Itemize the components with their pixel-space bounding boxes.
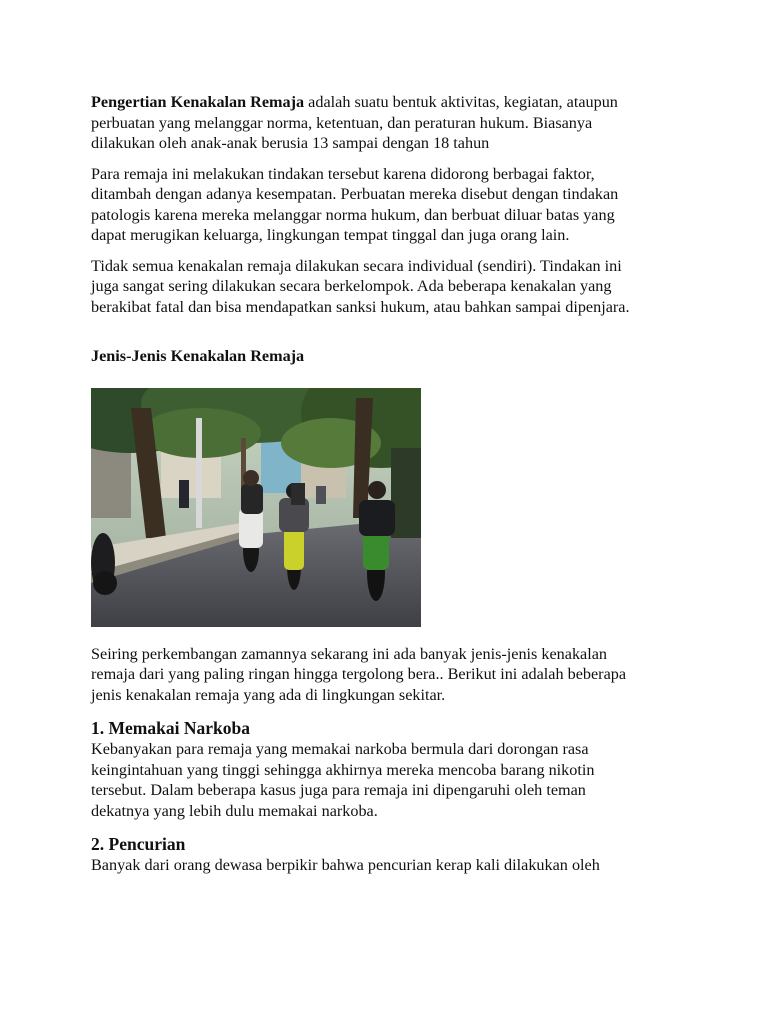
intro-line-1: adalah suatu bentuk aktivitas, kegiatan, ataupun: [304, 93, 618, 111]
item-1-line-3: tersebut. Dalam beberapa kasus juga para remaja ini dipengaruhi oleh teman: [91, 781, 586, 799]
item-1-line-2: keingintahuan yang tinggi sehingga akhirnya mereka mencoba barang nikotin: [91, 760, 595, 779]
item-1-body: [91, 739, 691, 821]
paragraph-factors: [91, 164, 691, 246]
intro-paragraph: [91, 92, 691, 154]
paragraph-factors-line-3: patologis karena mereka melanggar norma hukum, dan berbuat diluar batas yang: [91, 205, 615, 224]
item-2-line-1: Banyak dari orang dewasa berpikir bahwa pencurian kerap kali dilakukan oleh: [91, 856, 600, 874]
paragraph-factors-line-2: ditambah dengan adanya kesempatan. Perbuatan mereka disebut dengan tindakan: [91, 185, 619, 203]
paragraph-group-line-2: juga sangat sering dilakukan secara berkelompok. Ada beberapa kenakalan yang: [91, 277, 612, 295]
item-2-body: [91, 855, 691, 876]
item-1-line-1: Kebanyakan para remaja yang memakai narkoba bermula dari dorongan rasa: [91, 740, 589, 758]
paragraph-factors-line-4: dapat merugikan keluarga, lingkungan tempat tinggal dan juga orang lain.: [91, 226, 570, 244]
paragraph-types-intro: [91, 644, 691, 706]
section-title: Jenis-Jenis Kenakalan Remaja: [91, 347, 305, 365]
intro-line-3: dilakukan oleh anak-anak berusia 13 sampai dengan 18 tahun: [91, 134, 490, 152]
street-motorcycle-photo: [91, 388, 421, 627]
paragraph-group: [91, 256, 691, 318]
item-1-line-4: dekatnya yang lebih dulu memakai narkoba.: [91, 801, 378, 820]
item-1-title: 1. Memakai Narkoba: [91, 718, 250, 738]
document-page: [91, 92, 691, 876]
paragraph-types-line-3: jenis kenakalan remaja yang ada di lingkungan sekitar.: [91, 685, 446, 704]
item-2-title: 2. Pencurian: [91, 834, 186, 854]
intro-line-2: perbuatan yang melanggar norma, ketentuan, dan peraturan hukum. Biasanya: [91, 113, 593, 132]
intro-term: Pengertian Kenakalan Remaja: [91, 93, 305, 111]
paragraph-group-line-3: berakibat fatal dan bisa mendapatkan sanksi hukum, atau bahkan sampai dipenjara.: [91, 297, 630, 316]
paragraph-group-line-1: Tidak semua kenakalan remaja dilakukan secara individual (sendiri). Tindakan ini: [91, 256, 622, 275]
paragraph-factors-line-1: Para remaja ini melakukan tindakan tersebut karena didorong berbagai faktor,: [91, 164, 595, 183]
paragraph-types-line-1: Seiring perkembangan zamannya sekarang ini ada banyak jenis-jenis kenakalan: [91, 644, 608, 663]
paragraph-types-line-2: remaja dari yang paling ringan hingga tergolong bera.. Berikut ini adalah beberapa: [91, 665, 627, 683]
